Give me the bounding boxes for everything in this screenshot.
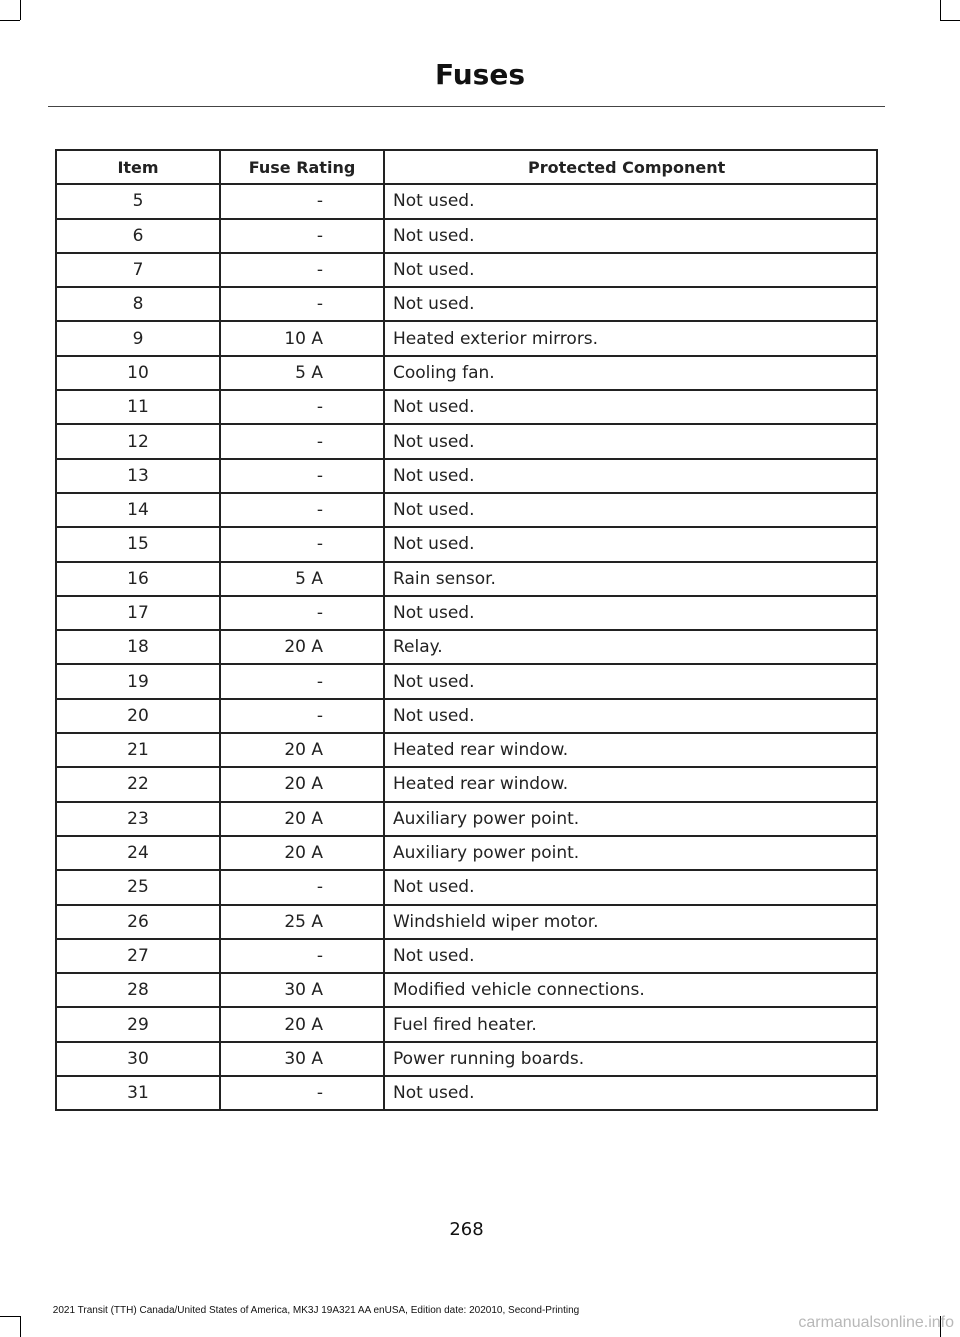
table-row xyxy=(56,733,877,767)
cell-fuse-rating: - xyxy=(220,664,384,698)
cell-protected-component: Not used. xyxy=(384,287,877,321)
cell-protected-component: Heated rear window. xyxy=(384,733,877,767)
cell-item: 8 xyxy=(56,287,220,321)
table-row xyxy=(56,973,877,1007)
header-item: Item xyxy=(56,150,220,184)
cell-item: 28 xyxy=(56,973,220,1007)
cell-fuse-rating: - xyxy=(220,493,384,527)
cell-item: 27 xyxy=(56,939,220,973)
table-row xyxy=(56,870,877,904)
cell-protected-component: Not used. xyxy=(384,664,877,698)
table-row xyxy=(56,596,877,630)
cell-item: 9 xyxy=(56,321,220,355)
cell-fuse-rating: 30 A xyxy=(220,973,384,1007)
cell-item: 24 xyxy=(56,836,220,870)
table-row xyxy=(56,356,877,390)
cell-protected-component: Not used. xyxy=(384,939,877,973)
cell-item: 21 xyxy=(56,733,220,767)
cell-fuse-rating: - xyxy=(220,390,384,424)
cell-item: 15 xyxy=(56,527,220,561)
cell-fuse-rating: - xyxy=(220,287,384,321)
cell-fuse-rating: - xyxy=(220,596,384,630)
cell-fuse-rating: 10 A xyxy=(220,321,384,355)
cell-protected-component: Power running boards. xyxy=(384,1042,877,1076)
cell-protected-component: Not used. xyxy=(384,219,877,253)
table-row xyxy=(56,287,877,321)
cell-protected-component: Windshield wiper motor. xyxy=(384,905,877,939)
table-row xyxy=(56,630,877,664)
cell-fuse-rating: - xyxy=(220,253,384,287)
cell-item: 5 xyxy=(56,184,220,218)
table-row xyxy=(56,527,877,561)
cell-item: 19 xyxy=(56,664,220,698)
cell-fuse-rating: - xyxy=(220,870,384,904)
cell-protected-component: Auxiliary power point. xyxy=(384,802,877,836)
table-row xyxy=(56,562,877,596)
table-row xyxy=(56,390,877,424)
footer-edition-text: 2021 Transit (TTH) Canada/United States of America, MK3J 19A321 AA enUSA, Edition date: 202010, Second-Printing xyxy=(52,1305,580,1316)
header-protected-component: Protected Component xyxy=(384,150,877,184)
cell-item: 18 xyxy=(56,630,220,664)
cell-protected-component: Not used. xyxy=(384,527,877,561)
cell-protected-component: Rain sensor. xyxy=(384,562,877,596)
cell-fuse-rating: 20 A xyxy=(220,836,384,870)
table-row xyxy=(56,699,877,733)
cell-item: 26 xyxy=(56,905,220,939)
cell-protected-component: Not used. xyxy=(384,459,877,493)
cell-item: 23 xyxy=(56,802,220,836)
cell-protected-component: Relay. xyxy=(384,630,877,664)
table-row xyxy=(56,939,877,973)
cell-fuse-rating: 30 A xyxy=(220,1042,384,1076)
table-row xyxy=(56,836,877,870)
cell-fuse-rating: 5 A xyxy=(220,562,384,596)
cell-fuse-rating: - xyxy=(220,459,384,493)
cell-fuse-rating: - xyxy=(220,1076,384,1110)
cell-fuse-rating: 20 A xyxy=(220,733,384,767)
cell-fuse-rating: - xyxy=(220,699,384,733)
cell-fuse-rating: 25 A xyxy=(220,905,384,939)
crop-mark xyxy=(20,1316,21,1337)
title-divider xyxy=(48,106,885,107)
cell-protected-component: Not used. xyxy=(384,253,877,287)
table-row xyxy=(56,767,877,801)
watermark-text: carmanualsonline.info xyxy=(798,1314,954,1331)
cell-protected-component: Auxiliary power point. xyxy=(384,836,877,870)
table-row xyxy=(56,184,877,218)
cell-protected-component: Not used. xyxy=(384,493,877,527)
table-header-row xyxy=(56,150,877,184)
table-row xyxy=(56,905,877,939)
crop-mark xyxy=(940,20,960,21)
table-row xyxy=(56,321,877,355)
cell-item: 17 xyxy=(56,596,220,630)
page-number: 268 xyxy=(449,1219,484,1240)
table-row xyxy=(56,493,877,527)
cell-item: 16 xyxy=(56,562,220,596)
crop-mark xyxy=(20,0,21,20)
cell-item: 7 xyxy=(56,253,220,287)
table-row xyxy=(56,219,877,253)
cell-fuse-rating: 20 A xyxy=(220,1007,384,1041)
cell-protected-component: Not used. xyxy=(384,1076,877,1110)
table-row xyxy=(56,664,877,698)
cell-protected-component: Cooling fan. xyxy=(384,356,877,390)
fuse-table xyxy=(55,149,878,1111)
cell-item: 13 xyxy=(56,459,220,493)
table-row xyxy=(56,802,877,836)
table-row xyxy=(56,253,877,287)
cell-protected-component: Not used. xyxy=(384,390,877,424)
table-row xyxy=(56,424,877,458)
crop-mark xyxy=(0,1316,20,1317)
cell-item: 22 xyxy=(56,767,220,801)
cell-item: 30 xyxy=(56,1042,220,1076)
table-row xyxy=(56,1007,877,1041)
table-row xyxy=(56,459,877,493)
cell-item: 11 xyxy=(56,390,220,424)
cell-fuse-rating: 20 A xyxy=(220,802,384,836)
table-row xyxy=(56,1042,877,1076)
cell-item: 31 xyxy=(56,1076,220,1110)
cell-item: 6 xyxy=(56,219,220,253)
cell-protected-component: Fuel fired heater. xyxy=(384,1007,877,1041)
cell-protected-component: Not used. xyxy=(384,184,877,218)
cell-fuse-rating: - xyxy=(220,939,384,973)
cell-fuse-rating: 5 A xyxy=(220,356,384,390)
cell-protected-component: Heated rear window. xyxy=(384,767,877,801)
cell-protected-component: Not used. xyxy=(384,870,877,904)
cell-fuse-rating: 20 A xyxy=(220,630,384,664)
cell-fuse-rating: - xyxy=(220,184,384,218)
header-fuse-rating: Fuse Rating xyxy=(220,150,384,184)
cell-protected-component: Not used. xyxy=(384,699,877,733)
cell-fuse-rating: - xyxy=(220,424,384,458)
crop-mark xyxy=(940,0,941,20)
cell-protected-component: Modified vehicle connections. xyxy=(384,973,877,1007)
cell-protected-component: Not used. xyxy=(384,424,877,458)
cell-item: 14 xyxy=(56,493,220,527)
cell-fuse-rating: - xyxy=(220,527,384,561)
cell-fuse-rating: 20 A xyxy=(220,767,384,801)
cell-protected-component: Heated exterior mirrors. xyxy=(384,321,877,355)
cell-item: 25 xyxy=(56,870,220,904)
cell-item: 10 xyxy=(56,356,220,390)
cell-fuse-rating: - xyxy=(220,219,384,253)
crop-mark xyxy=(0,20,20,21)
page-title: Fuses xyxy=(435,58,525,91)
cell-item: 12 xyxy=(56,424,220,458)
cell-item: 20 xyxy=(56,699,220,733)
cell-protected-component: Not used. xyxy=(384,596,877,630)
table-row xyxy=(56,1076,877,1110)
cell-item: 29 xyxy=(56,1007,220,1041)
